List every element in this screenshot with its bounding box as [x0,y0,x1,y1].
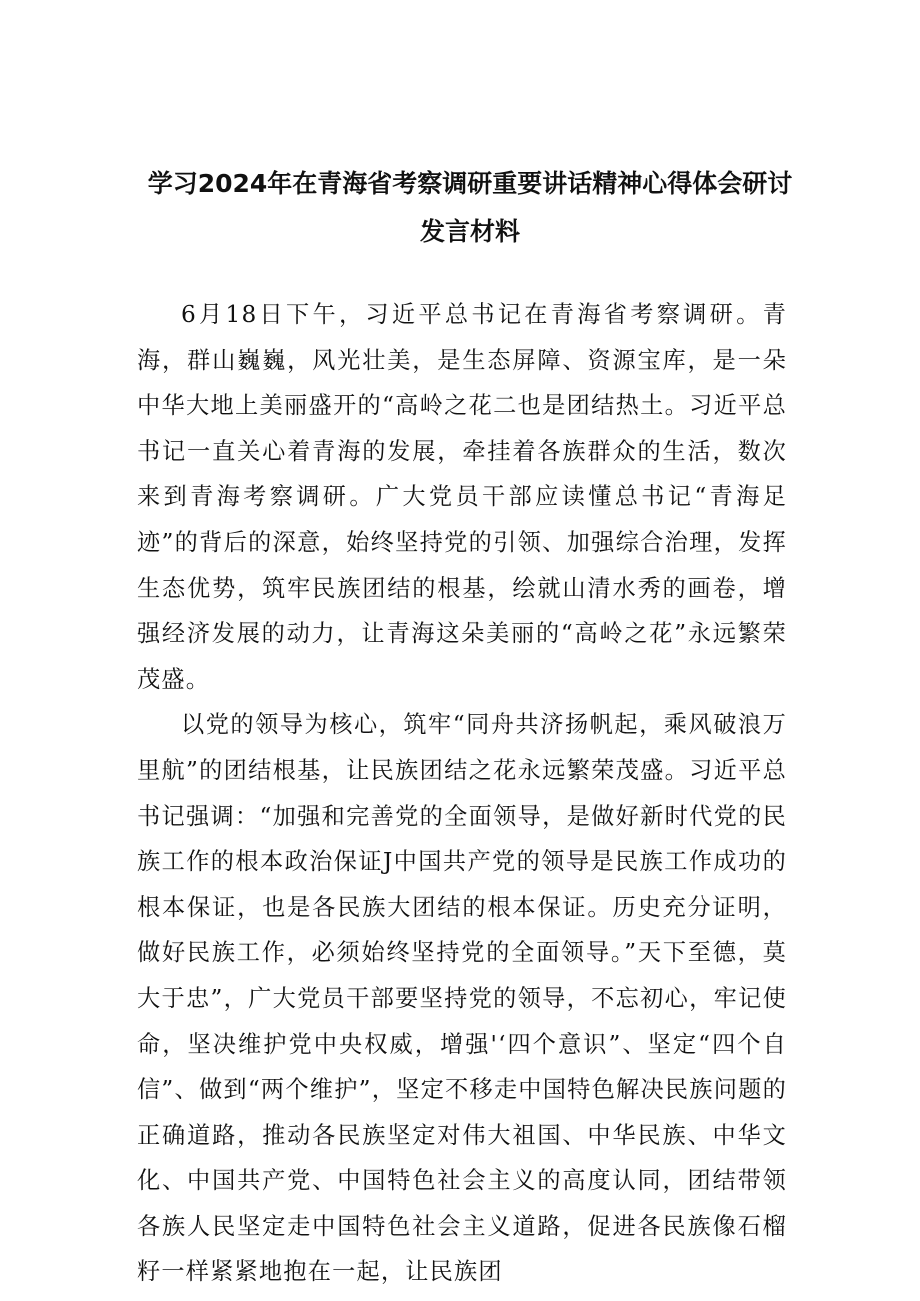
document-title: 学习2024年在青海省考察调研重要讲话精神心得体会研讨发言材料 [147,169,793,246]
paragraph-1: 6月18日下午，习近平总书记在青海省考察调研。青海，群山巍巍，风光壮美，是生态屏障、资源宝库，是一朵中华大地上美丽盛开的“高岭之花二也是团结热土。习近平总书记一直关心着青海的发展，牵挂着各族群众的生活，数次来到青海考察调研。广大党员干部应读懂总书记“青海足迹”的背后的深意，始终坚持党的引领、加强综合治理，发挥生态优势，筑牢民族团结的根基，绘就山清水秀的画卷，增强经济发展的动力，让青海这朵美丽的“高岭之花”永远繁荣茂盛。 [137,301,787,693]
paragraph-2: 以党的领导为核心，筑牢“同舟共济扬帆起，乘风破浪万里航”的团结根基，让民族团结之花永远繁荣茂盛。习近平总书记强调：“加强和完善党的全面领导，是做好新时代党的民族工作的根本政治保证J中国共产党的领导是民族工作成功的根本保证，也是各民族大团结的根本保证。历史充分证明，做好民族工作，必须始终坚持党的全面领导。”天下至德，莫大于忠”，广大党员干部要坚持党的领导，不忘初心，牢记使命，坚决维护党中央权威，增强'‘四个意识”、坚定“四个自信”、做到“两个维护”，坚定不移走中国特色解决民族问题的正确道路，推动各民族坚定对伟大祖国、中华民族、中华文化、中国共产党、中国特色社会主义的高度认同，团结带领各族人民坚定走中国特色社会主义道路，促进各民族像石榴籽一样紧紧地抱在一起，让民族团 [137,711,787,1286]
document-body [137,292,787,1295]
